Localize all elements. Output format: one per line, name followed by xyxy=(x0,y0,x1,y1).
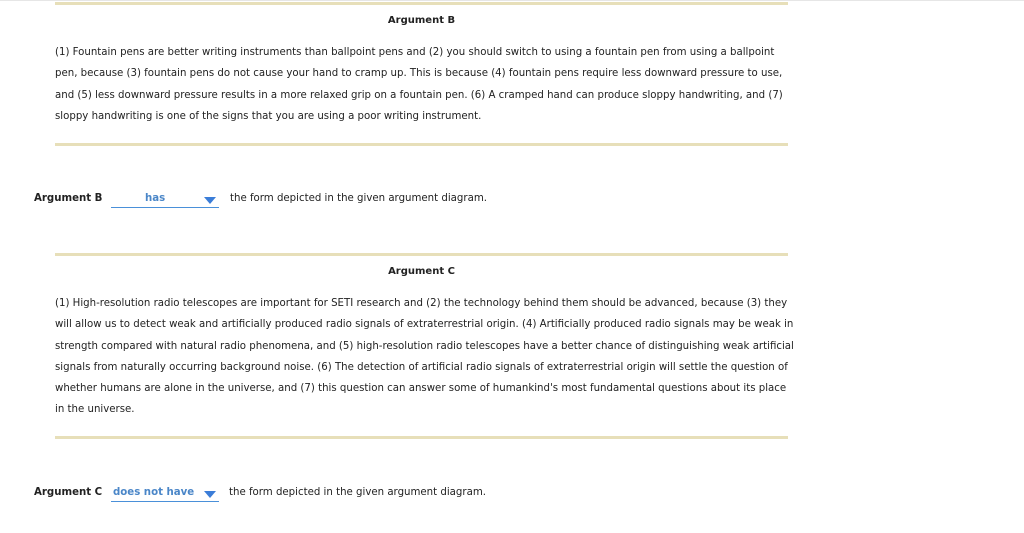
argument-b-answer-suffix: the form depicted in the given argument diagram. xyxy=(230,193,487,204)
argument-b-form-select[interactable] xyxy=(111,191,219,208)
argument-c-answer-label: Argument C xyxy=(34,487,103,498)
argument-b-title: Argument B xyxy=(387,15,456,26)
argument-b-top-border xyxy=(55,2,788,5)
chevron-down-icon xyxy=(204,491,216,498)
argument-b-panel xyxy=(55,2,788,147)
argument-c-answer-suffix: the form depicted in the given argument diagram. xyxy=(229,487,486,498)
argument-c-form-select[interactable] xyxy=(111,485,219,502)
argument-c-panel xyxy=(55,253,794,441)
argument-c-top-border xyxy=(55,253,788,256)
argument-b-form-select-value: has xyxy=(145,193,166,204)
argument-c-title: Argument C xyxy=(388,266,455,277)
argument-c-bottom-border xyxy=(55,436,788,439)
argument-b-bottom-border xyxy=(55,143,788,146)
argument-c-text: (1) High-resolution radio telescopes are important for SETI research and (2) the technology behind them should be advanced, because (3) they will allow us to detect weak and artificially produced radio signals of extraterrestrial origin. (4) Artificially produced radio signals may be weak in strength compared with natural radio phenomena, and (5) high-resolution radio telescopes have a better chance of distinguishing weak artificial signals from naturally occurring background noise. (6) The detection of artificial radio signals of extraterrestrial origin will settle the question of whether humans are alone in the universe, and (7) this question can answer some of humankind's most fundamental questions about its place in the universe. xyxy=(55,298,794,416)
argument-b-answer-label: Argument B xyxy=(34,193,103,204)
top-divider xyxy=(0,0,1024,1)
argument-b-text: (1) Fountain pens are better writing instruments than ballpoint pens and (2) you should switch to using a fountain pen from using a ballpoint pen, because (3) fountain pens do not cause your hand to cramp up. This is because (4) fountain pens require less downward pressure to use, and (5) less downward pressure results in a more relaxed grip on a fountain pen. (6) A cramped hand can produce sloppy handwriting, and (7) sloppy handwriting is one of the signs that you are using a poor writing instrument. xyxy=(55,47,783,122)
argument-c-form-select-value: does not have xyxy=(113,487,195,498)
chevron-down-icon xyxy=(204,197,216,204)
